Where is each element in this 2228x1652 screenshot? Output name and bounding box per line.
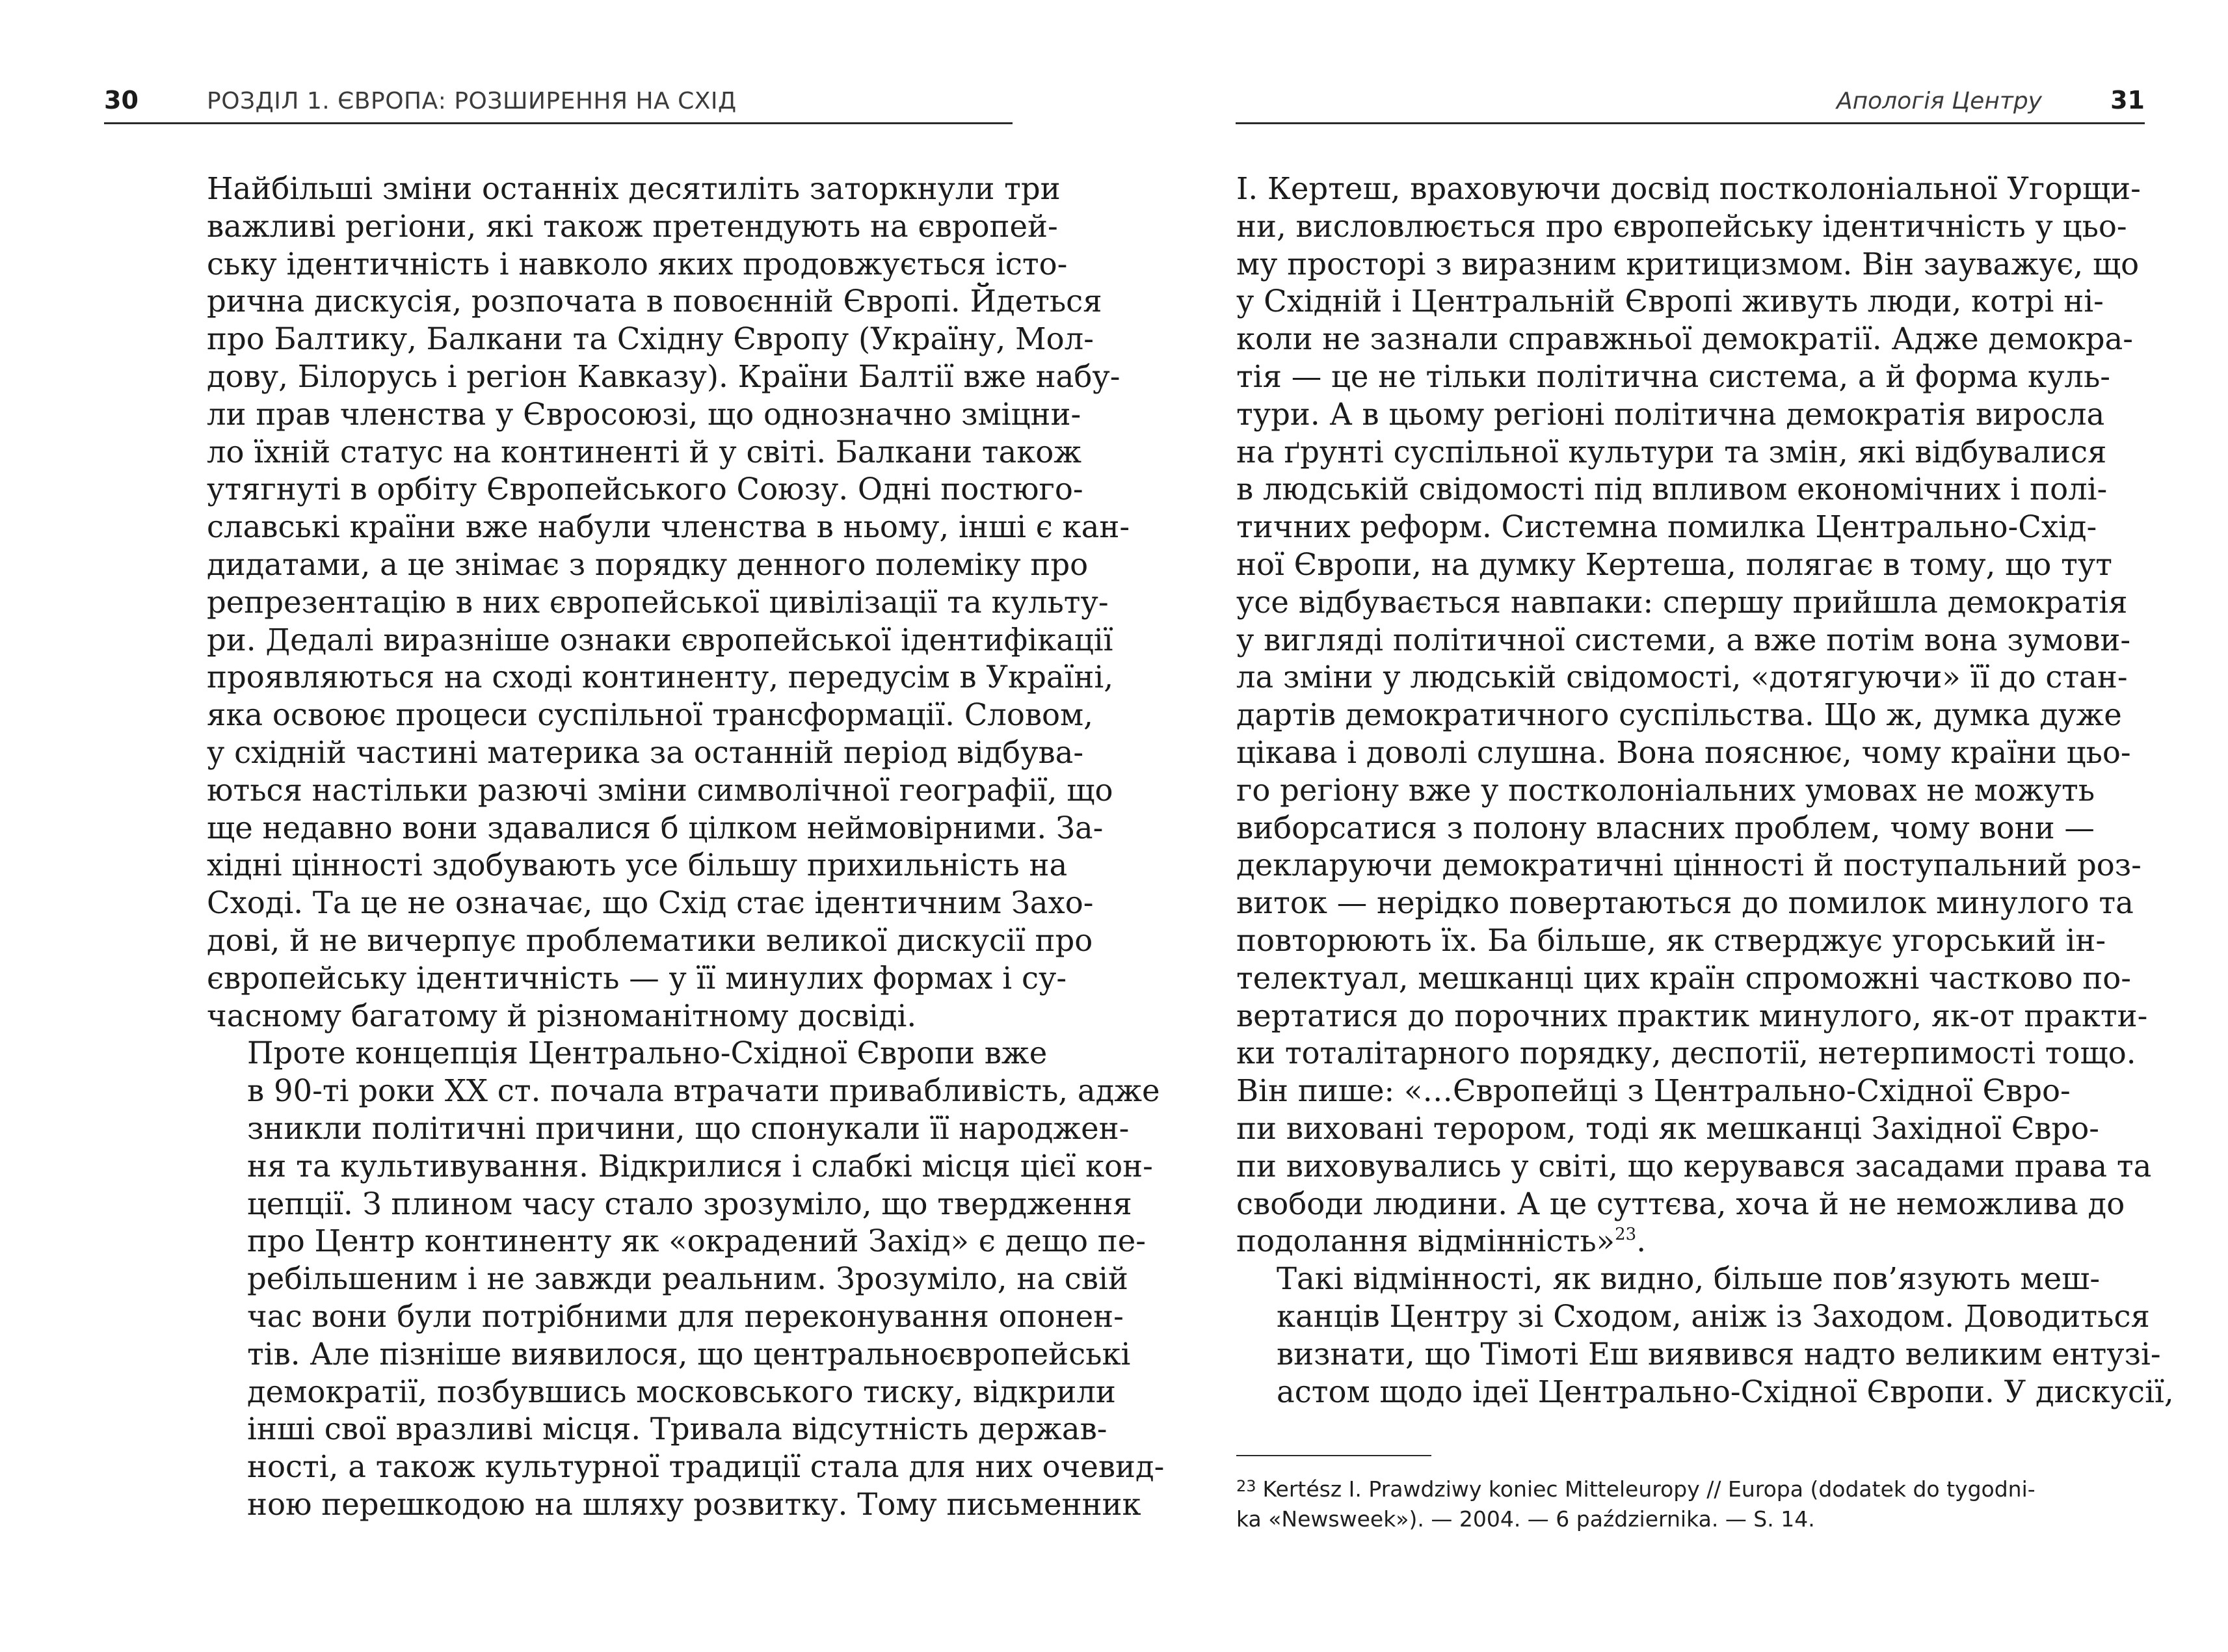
right-page [1114, 0, 2228, 1652]
text-line: ще недавно вони здавалися б цілком неймовірними. За- [207, 810, 1104, 846]
text-line: Він пише: «…Європейці з Центрально-Східної Євро- [1236, 1073, 2071, 1109]
text-line: цепції. З плином часу стало зрозуміло, що твердження [247, 1186, 1132, 1221]
text-line: про Центр континенту як «окрадений Захід» є дещо пе- [247, 1223, 1146, 1259]
text-line: у Східній і Центральній Європі живуть люди, котрі ні- [1236, 284, 2104, 319]
text-line: Такі відмінності, як видно, більше пов’язують меш- [1277, 1261, 2101, 1297]
text-line: ли прав членства у Євросоюзі, що однозначно зміцни- [207, 396, 1081, 432]
text-line: тури. А в цьому регіоні політична демократія виросла [1236, 396, 2105, 432]
text-line: про Балтику, Балкани та Східну Європу (Україну, Мол- [207, 321, 1094, 357]
paragraph [1236, 1260, 2174, 1411]
text-line: пи виховані терором, тоді як мешканці Західної Євро- [1236, 1110, 2099, 1146]
text-line: повторюють їх. Ба більше, як стверджує угорський ін- [1236, 922, 2106, 958]
text-line: тія — це не тільки політична система, а й форма куль- [1236, 358, 2111, 394]
text-line: час вони були потрібними для переконування опонен- [247, 1298, 1124, 1334]
text-line: ною перешкодою на шляху розвитку. Тому письменник [247, 1486, 1141, 1522]
text-line: ребільшеним і не завжди реальним. Зрозуміло, на свій [247, 1261, 1128, 1297]
text-line: подолання відмінність»$^{23}$. [1236, 1223, 1646, 1259]
text-line: інші свої вразливі місця. Тривала відсутність держав- [247, 1411, 1107, 1447]
text-line: репрезентацію в них європейської цивілізації та культу- [207, 584, 1109, 620]
text-line: хідні цінності здобувають усе більшу прихильність на [207, 847, 1068, 883]
paragraph [207, 1035, 1165, 1523]
text-line: ної Європи, на думку Кертеша, полягає в тому, що тут [1236, 546, 2112, 582]
text-line: цікава і доволі слушна. Вона пояснює, чому країни цьо- [1236, 734, 2131, 770]
footnote-line: Kertész I. Prawdziwy koniec Mitteleuropy // Europa (dodatek do tygodni- [1262, 1476, 2036, 1502]
text-line: декларуючи демократичні цінності й поступальний роз- [1236, 847, 2142, 883]
text-line: часному багатому й різноманітному досвіді. [207, 998, 917, 1033]
text-line: астом щодо ідеї Центрально-Східної Європи. У дискусії, [1277, 1374, 2174, 1409]
text-line: телектуал, мешканці цих країн спроможні частково по- [1236, 960, 2131, 996]
text-line: І. Кертеш, враховуючи досвід постколоніальної Угорщи- [1236, 171, 2141, 206]
text-line: Сході. Та це не означає, що Схід стає ідентичним Захо- [207, 885, 1094, 921]
text-line: утягнуті в орбіту Європейського Союзу. Одні постюго- [207, 472, 1083, 507]
text-line: визнати, що Тімоті Еш виявився надто великим ентузі- [1277, 1336, 2161, 1372]
text-line: ки тоталітарного порядку, деспотії, нетерпимості тощо. [1236, 1035, 2136, 1071]
text-line: європейську ідентичність — у її минулих формах і су- [207, 960, 1067, 996]
footnote-reference: 23 [1615, 1225, 1637, 1245]
text-line: ни, висловлюється про європейську ідентичність у цьо- [1236, 208, 2127, 244]
page-header [104, 83, 1013, 124]
text-line: Найбільші зміни останніх десятиліть заторкнули три [207, 171, 1061, 206]
text-line: славські країни вже набули членства в ньому, інші є кан- [207, 509, 1130, 545]
running-head: РОЗДІЛ 1. ЄВРОПА: РОЗШИРЕННЯ НА СХІД [207, 88, 737, 114]
footnote-divider [1236, 1455, 1431, 1456]
body-text [207, 170, 1165, 1524]
text-line: у вигляді політичної системи, а вже потім вона зумови- [1236, 622, 2131, 658]
text-line: на ґрунті суспільної культури та змін, які відбувалися [1236, 434, 2107, 470]
text-line: демократії, позбувшись московського тиску, відкрили [247, 1374, 1116, 1409]
paragraph [1236, 170, 2152, 1260]
text-line: коли не зазнали справжньої демократії. Адже демокра- [1236, 321, 2133, 357]
text-line: усе відбувається навпаки: спершу прийшла демократія [1236, 584, 2128, 620]
text-line: в 90-ті роки XX ст. почала втрачати привабливість, адже [247, 1073, 1160, 1109]
text-line: канців Центру зі Сходом, аніж із Заходом. Доводиться [1277, 1298, 2150, 1334]
text-line: яка освоює процеси суспільної трансформації. Словом, [207, 697, 1093, 733]
text-line: ності, а також культурної традиції стала для них очевид- [247, 1449, 1165, 1485]
text-line: зникли політичні причини, що спонукали її народжен- [247, 1110, 1130, 1146]
text-line: дартів демократичного суспільства. Що ж, думка дуже [1236, 697, 2122, 733]
footnote-number: 23 [1236, 1477, 1256, 1495]
text-line: вертатися до порочних практик минулого, як-от практи- [1236, 998, 2148, 1033]
text-line: ються настільки разючі зміни символічної географії, що [207, 772, 1113, 808]
text-line: ську ідентичність і навколо яких продовжується істо- [207, 246, 1068, 282]
text-line: дидатами, а це знімає з порядку денного полеміку про [207, 546, 1089, 582]
text-line: ня та культивування. Відкрилися і слабкі місця цієї кон- [247, 1148, 1153, 1184]
page-number: 30 [104, 86, 139, 114]
body-text [1236, 170, 2174, 1411]
text-line: виток — нерідко повертаються до помилок минулого та [1236, 885, 2134, 921]
text-line: ла зміни у людській свідомості, «дотягуючи» її до стан- [1236, 659, 2128, 695]
text-line: му просторі з виразним критицизмом. Він зауважує, що [1236, 246, 2140, 282]
text-line: дову, Білорусь і регіон Кавказу). Країни Балтії вже набу- [207, 358, 1121, 394]
text-line: свободи людини. А це суттєва, хоча й не неможлива до [1236, 1186, 2125, 1221]
text-line: ло їхній статус на континенті й у світі. Балкани також [207, 434, 1082, 470]
text-line: важливі регіони, які також претендують на європей- [207, 208, 1058, 244]
page-number: 31 [2110, 86, 2145, 114]
text-line: пи виховувались у світі, що керувався засадами права та [1236, 1148, 2152, 1184]
running-head: Апологія Центру [1836, 88, 2042, 114]
footnote [1236, 1471, 2049, 1534]
text-line: дові, й не вичерпує проблематики великої дискусії про [207, 922, 1093, 958]
text-line: виборсатися з полону власних проблем, чому вони — [1236, 810, 2095, 846]
text-line: Проте концепція Центрально-Східної Європи вже [247, 1035, 1048, 1071]
text-line: рична дискусія, розпочата в повоєнній Європі. Йдеться [207, 284, 1102, 319]
footnote-text [1236, 1476, 2036, 1532]
text-line: у східній частині материка за останній період відбува- [207, 734, 1084, 770]
footnote-line: ka «Newsweek»). — 2004. — 6 października. — S. 14. [1236, 1506, 1815, 1532]
text-line: ри. Дедалі виразніше ознаки європейської ідентифікації [207, 622, 1113, 658]
text-line: го регіону вже у постколоніальних умовах не можуть [1236, 772, 2095, 808]
page-header [1236, 83, 2145, 124]
text-line: проявляються на сході континенту, передусім в Україні, [207, 659, 1114, 695]
text-line: тичних реформ. Системна помилка Центрально-Схід- [1236, 509, 2097, 545]
text-line: в людській свідомості під впливом економічних і полі- [1236, 472, 2108, 507]
paragraph [207, 170, 1130, 1035]
text-line: тів. Але пізніше виявилося, що центральноєвропейські [247, 1336, 1131, 1372]
